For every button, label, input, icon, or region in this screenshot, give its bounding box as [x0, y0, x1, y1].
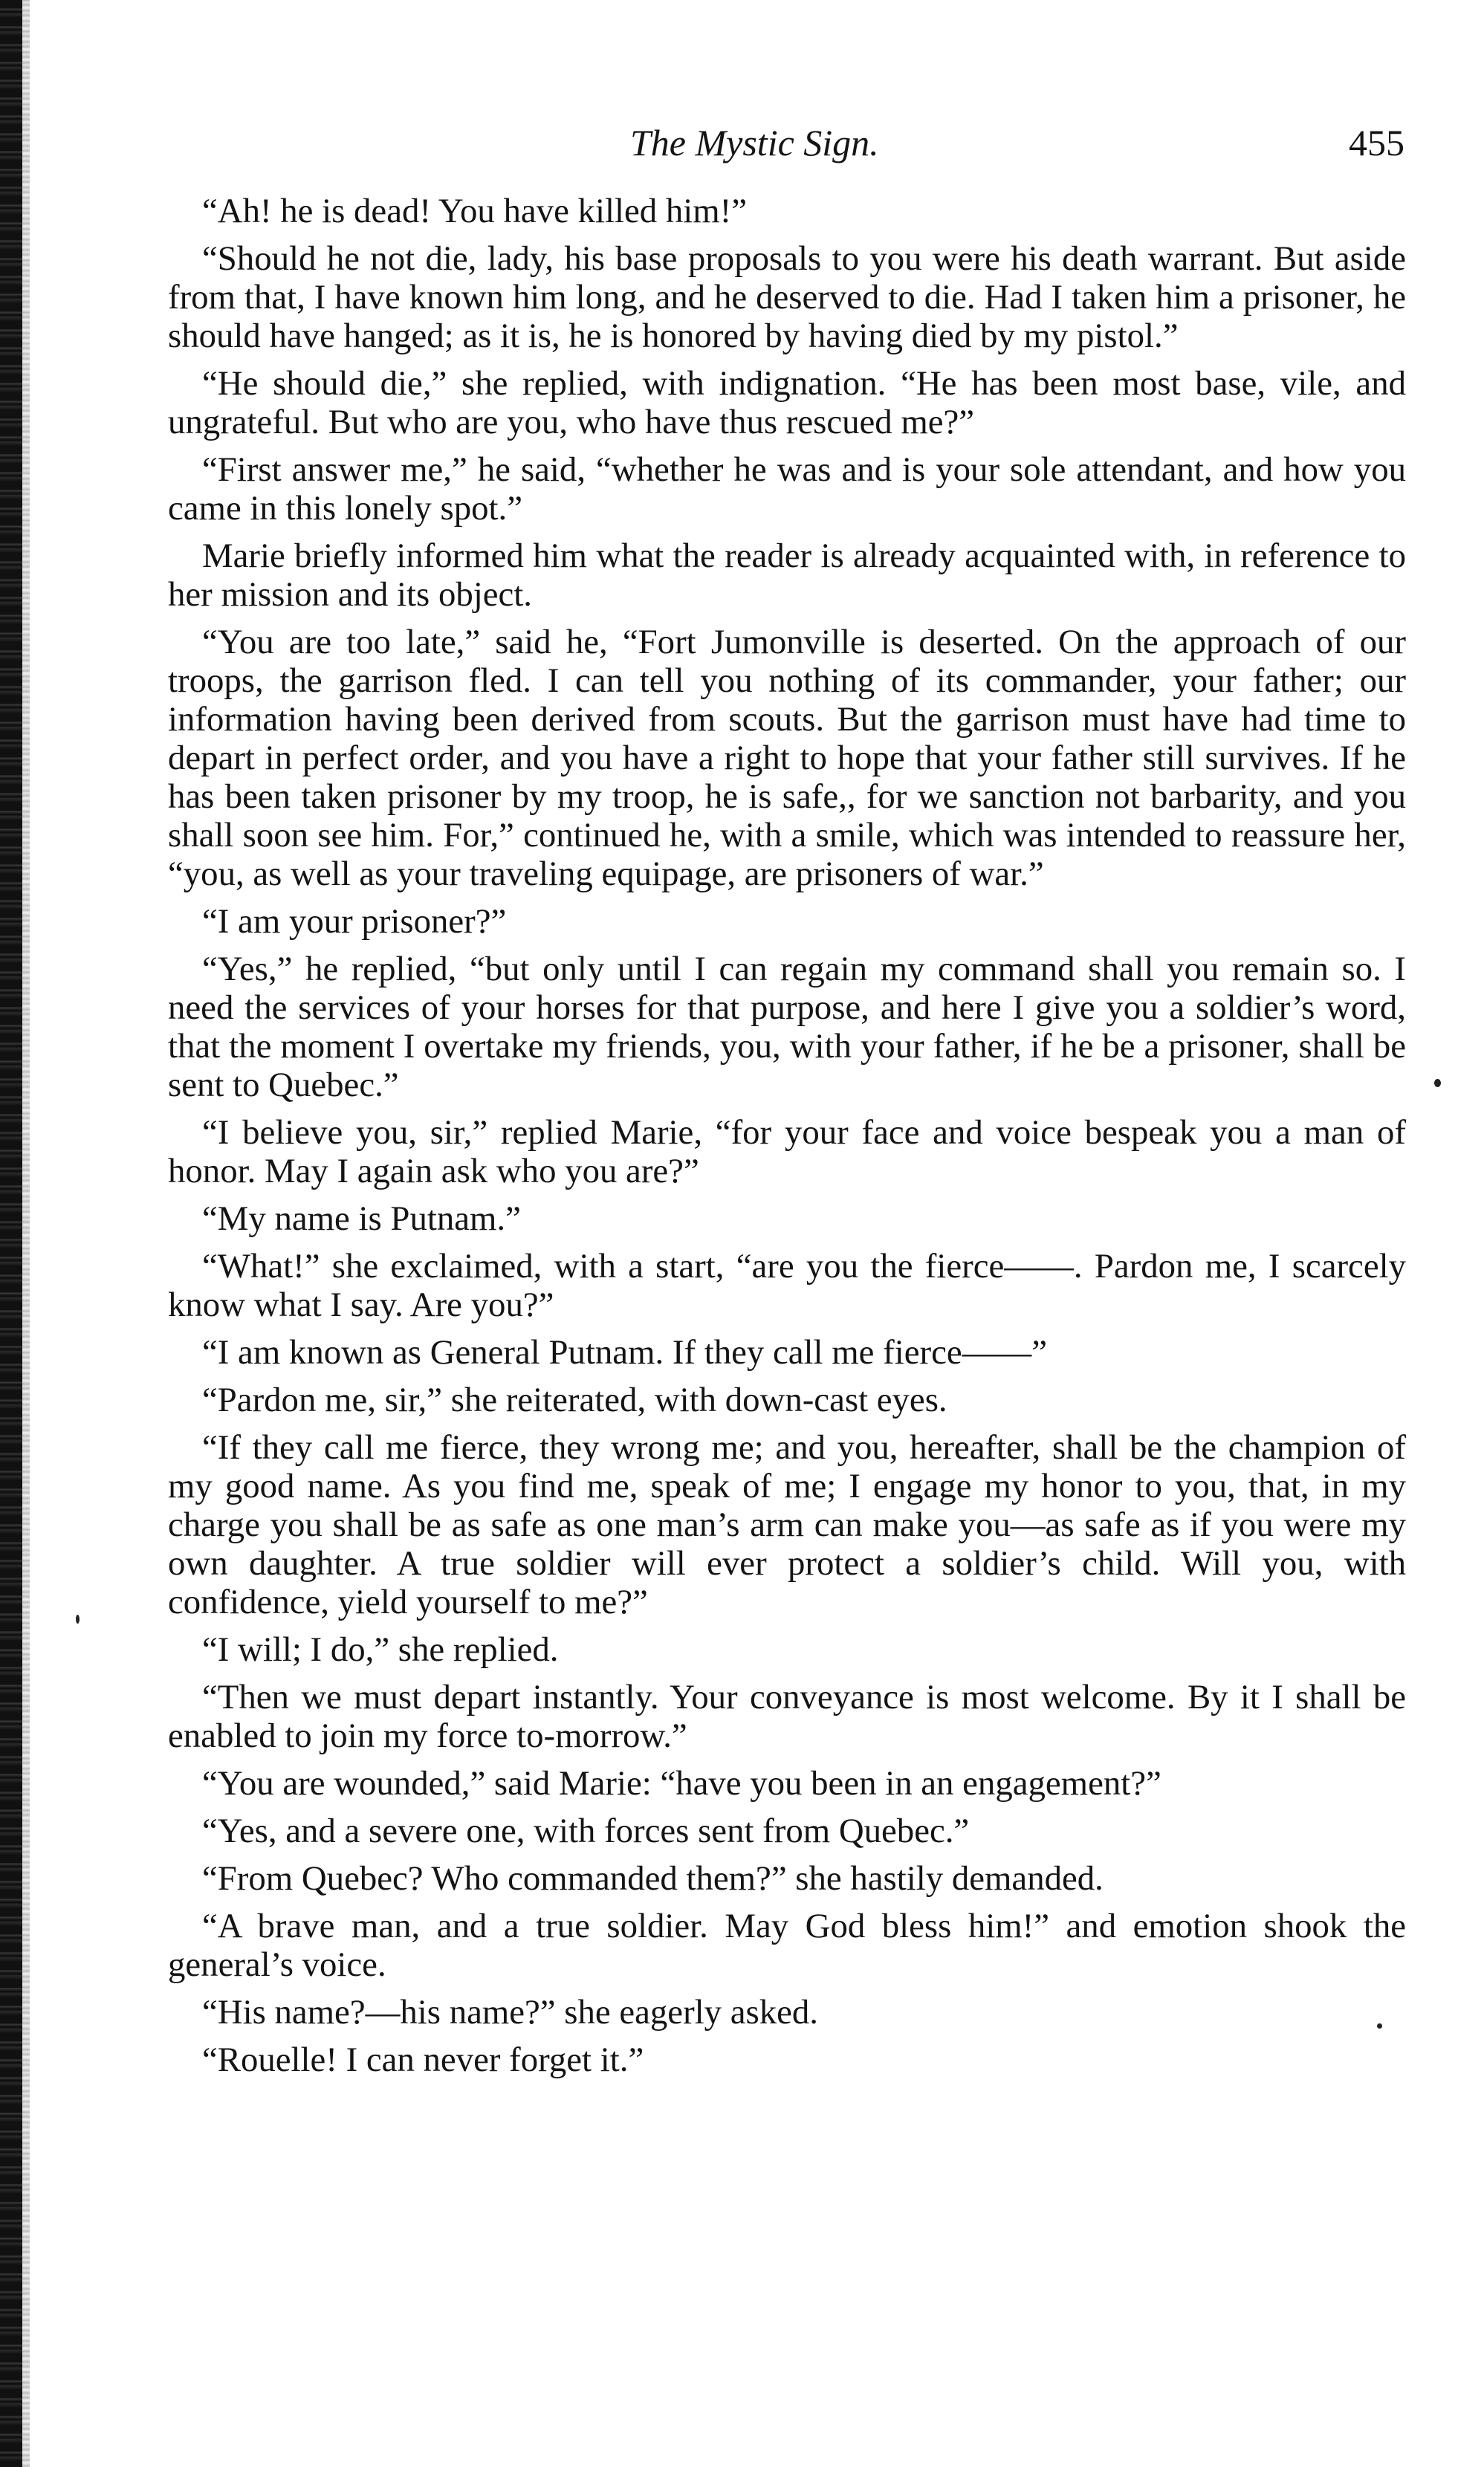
paragraph: “You are too late,” said he, “Fort Jumonville is deserted. On the approach of our troops, the garrison fled. I can tell you nothing of its commander, your father; our information having been derived from scouts. But the garrison must have had time to depart in perfect order, and you have a right to hope that your father still survives. If he has been taken prisoner by my troop, he is safe,, for we sanction not barbarity, and you shall soon see him. For,” continued he, with a smile, which was intended to reassure her, “you, as well as your traveling equipage, are prisoners of war.” — [168, 623, 1406, 893]
paragraph: “I will; I do,” she replied. — [202, 1630, 559, 1669]
page-gutter-edge — [22, 0, 30, 2467]
paragraph: “Yes, and a severe one, with forces sent from Quebec.” — [202, 1812, 970, 1850]
paragraph: “First answer me,” he said, “whether he was and is your sole attendant, and how you came in this lonely spot.” — [168, 450, 1406, 528]
paragraph: “You are wounded,” said Marie: “have you been in an engagement?” — [202, 1764, 1161, 1803]
paragraph: “Rouelle! I can never forget it.” — [202, 2040, 644, 2079]
paragraph: “Yes,” he replied, “but only until I can regain my command shall you remain so. I need the services of your horses for that purpose, and here I give you a soldier’s word, that the moment I overtake my friends, you, with your father, if he be a prisoner, shall be sent to Quebec.” — [168, 950, 1406, 1104]
paragraph: “I believe you, sir,” replied Marie, “for your face and voice bespeak you a man of honor. May I again ask who you are?” — [168, 1113, 1406, 1190]
paragraph: “A brave man, and a true soldier. May God bless him!” and emotion shook the general’s voice. — [168, 1907, 1406, 1984]
paragraph: “Then we must depart instantly. Your conveyance is most welcome. By it I shall be enabled to join my force to-morrow.” — [168, 1678, 1406, 1755]
paragraph: “I am known as General Putnam. If they call me fierce——” — [202, 1333, 1047, 1372]
running-title: The Mystic Sign. — [630, 122, 879, 163]
page-number: 455 — [1349, 122, 1404, 163]
paragraph: “From Quebec? Who commanded them?” she hastily demanded. — [202, 1859, 1104, 1898]
book-spine-shadow — [0, 0, 22, 2467]
paragraph: Marie briefly informed him what the reader is already acquainted with, in reference to her mission and its object. — [168, 536, 1406, 614]
ink-speck — [1434, 1079, 1441, 1087]
paragraph: “Pardon me, sir,” she reiterated, with down-cast eyes. — [202, 1381, 947, 1419]
paragraph: “His name?—his name?” she eagerly asked. — [202, 1993, 818, 2032]
paragraph: “If they call me fierce, they wrong me; and you, hereafter, shall be the champion of my good name. As you find me, speak of me; I engage my honor to you, that, in my charge you shall be as safe as one man’s arm can make you—as safe as if you were my own daughter. A true soldier will ever protect a soldier’s child. Will you, with confidence, yield yourself to me?” — [168, 1428, 1406, 1621]
ink-speck — [76, 1615, 80, 1624]
paragraph: “He should die,” she replied, with indignation. “He has been most base, vile, and ungrateful. But who are you, who have thus rescued me?” — [168, 364, 1406, 441]
page-header — [149, 119, 1404, 171]
paragraph: “Ah! he is dead! You have killed him!” — [202, 192, 747, 230]
paragraph: “I am your prisoner?” — [202, 902, 507, 941]
body-text — [168, 192, 1406, 2088]
paragraph: “My name is Putnam.” — [202, 1199, 521, 1238]
paragraph: “Should he not die, lady, his base proposals to you were his death warrant. But aside from that, I have known him long, and he deserved to die. Had I taken him a prisoner, he should have hanged; as it is, he is honored by having died by my pistol.” — [168, 239, 1406, 355]
paragraph: “What!” she exclaimed, with a start, “are you the fierce——. Pardon me, I scarcely know what I say. Are you?” — [168, 1247, 1406, 1324]
